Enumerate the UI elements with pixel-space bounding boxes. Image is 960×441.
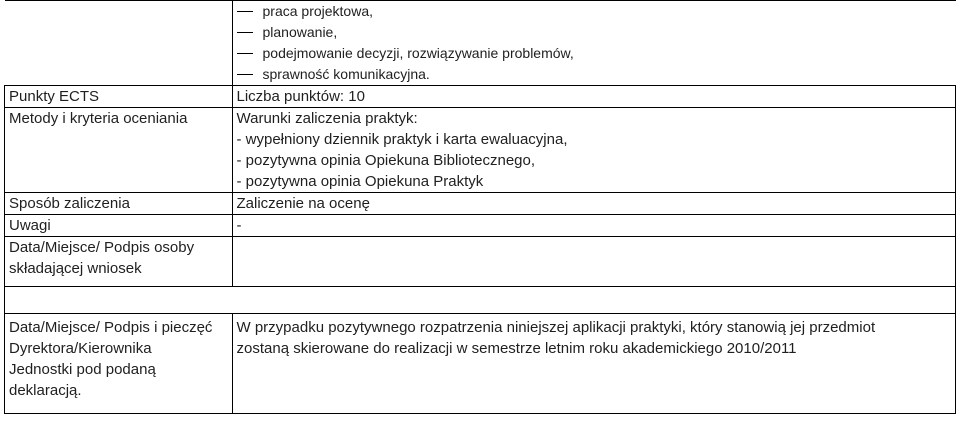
list-item: planowanie, — [237, 22, 952, 43]
notes-row — [5, 215, 956, 237]
methods-line: Warunki zaliczenia praktyk: — [236, 110, 418, 127]
form-table — [4, 0, 956, 414]
methods-label: Metody i kryteria oceniania — [5, 108, 233, 193]
skills-label-cell — [5, 1, 233, 86]
ects-value: Liczba punktów: 10 — [232, 86, 956, 108]
methods-line: - pozytywna opinia Opiekuna Praktyk — [236, 173, 484, 190]
list-item: praca projektowa, — [237, 1, 952, 22]
applicant-label: Data/Miejsce/ Podpis osoby składającej wniosek — [5, 237, 233, 287]
dash-bullet-icon — [237, 53, 253, 54]
methods-line: - pozytywna opinia Opiekuna Bibliotecznego, — [236, 152, 536, 169]
methods-value — [232, 108, 956, 193]
credit-value: Zaliczenie na ocenę — [232, 193, 956, 215]
applicant-row — [5, 237, 956, 287]
notes-value: - — [232, 215, 956, 237]
skills-list — [237, 1, 952, 85]
skills-value-cell — [232, 1, 956, 86]
credit-label: Sposób zaliczenia — [5, 193, 233, 215]
approval-row — [5, 314, 956, 414]
credit-row — [5, 193, 956, 215]
skills-row — [5, 1, 956, 86]
list-item: sprawność komunikacyjna. — [237, 64, 952, 85]
dash-bullet-icon — [237, 11, 253, 12]
approval-label: Data/Miejsce/ Podpis i pieczęć Dyrektora/Kierownika Jednostki pod podaną deklaracją. — [5, 314, 233, 414]
applicant-value — [232, 237, 956, 287]
dash-bullet-icon — [237, 32, 253, 33]
spacer-row — [5, 287, 956, 314]
ects-label: Punkty ECTS — [5, 86, 233, 108]
methods-row — [5, 108, 956, 193]
ects-row — [5, 86, 956, 108]
methods-line: - wypełniony dziennik praktyk i karta ewaluacyjna, — [236, 131, 568, 148]
dash-bullet-icon — [237, 74, 253, 75]
approval-text: W przypadku pozytywnego rozpatrzenia niniejszej aplikacji praktyki, który stanowią jej przedmiot zostaną skierowane do realizacji w semestrze letnim roku akademickiego 2010/2011 — [232, 314, 956, 414]
notes-label: Uwagi — [5, 215, 233, 237]
list-item: podejmowanie decyzji, rozwiązywanie problemów, — [237, 43, 952, 64]
